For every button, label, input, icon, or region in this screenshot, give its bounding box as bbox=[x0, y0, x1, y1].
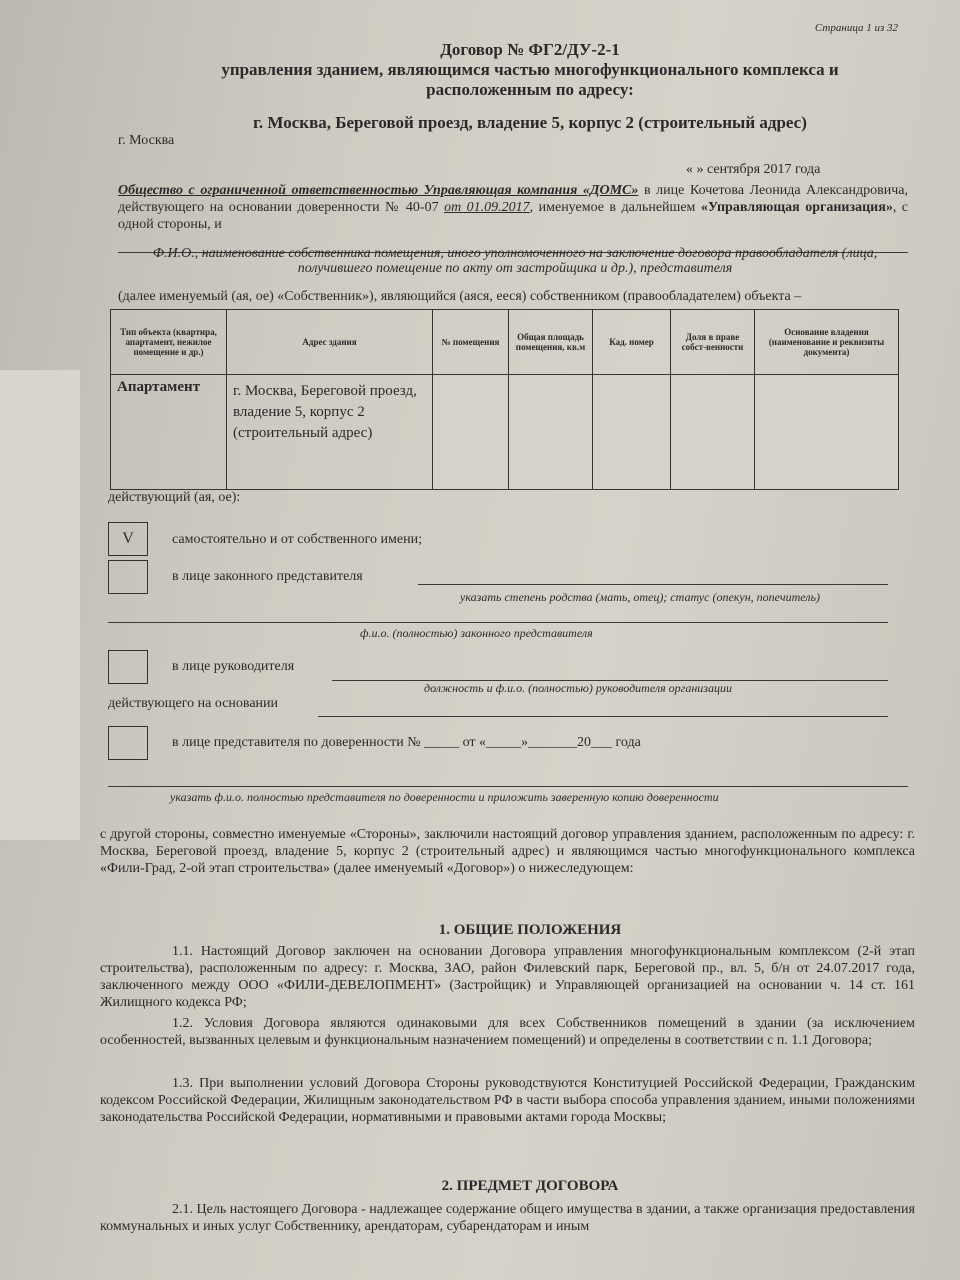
city: г. Москва bbox=[118, 133, 175, 148]
clause-1-3: 1.3. При выполнении условий Договора Стороны руководствуются Конституцией Российской Федерации, Гражданским кодексом Российской Федерации, Жилищным законодательством РФ в части выбора способа управления зданием, иными положениями законодательства Российской Федерации, нормативными и правовыми актами города Москвы; bbox=[100, 1076, 915, 1125]
table-header: Кад. номер bbox=[593, 310, 671, 375]
proxy-hint: указать ф.и.о. полностью представителя по доверенности и приложить заверенную копию доверенности bbox=[170, 790, 719, 804]
self-label: самостоятельно и от собственного имени; bbox=[172, 532, 422, 547]
basis-label: действующего на основании bbox=[108, 696, 279, 711]
section-1-title: 1. ОБЩИЕ ПОЛОЖЕНИЯ bbox=[438, 922, 622, 938]
head-checkbox[interactable] bbox=[108, 650, 148, 684]
redacted-cell bbox=[509, 375, 593, 490]
contract-date: « » сентября 2017 года bbox=[686, 162, 821, 177]
page-number: Страница 1 из 32 bbox=[814, 22, 898, 34]
preamble: с другой стороны, совместно именуемые «Стороны», заключили настоящий договор управления зданием, расположенным по адресу: г. Москва, Береговой проезд, владение 5, корпус 2 (строительный адрес) и являющимся частью многофункционального комплекса «Фили-Град, 2-ой этап строительства» (далее именуемый «Договор») о нижеследующем: bbox=[100, 827, 915, 876]
clause-2-1: 2.1. Цель настоящего Договора - надлежащее содержание общего имущества в здании, а также организация предоставления коммунальных и иных услуг Собственнику, арендаторам, субарендаторам и иным bbox=[100, 1202, 915, 1234]
clause-1-2: 1.2. Условия Договора являются одинаковыми для всех Собственников помещений в здании (за исключением особенностей, вызванных целевым и функциональным назначением помещений) и определены в соответствии с п. 1.1 Договора; bbox=[100, 1016, 915, 1048]
table-header: Основание владения (наименование и реквизиты документа) bbox=[755, 310, 899, 375]
company-name: Общество с ограниченной ответственностью Управляющая компания «ДОМС» bbox=[118, 183, 639, 198]
table-header: Адрес здания bbox=[227, 310, 433, 375]
object-address: г. Москва, Береговой проезд, владение 5, корпус 2 (строительный адрес) bbox=[227, 375, 433, 490]
legal-rep-name-hint: ф.и.о. (полностью) законного представителя bbox=[360, 626, 593, 640]
object-type: Апартамент bbox=[111, 375, 227, 490]
object-table bbox=[110, 309, 899, 490]
table-header: Общая площадь помещения, кв.м bbox=[509, 310, 593, 375]
table-header: Доля в праве собст-венности bbox=[671, 310, 755, 375]
proxy-label: в лице представителя по доверенности № _____ от «_____»_______20___ года bbox=[172, 735, 641, 750]
title-line-3: расположенным по адресу: bbox=[426, 80, 634, 99]
redacted-area bbox=[0, 370, 80, 840]
section-2-title: 2. ПРЕДМЕТ ДОГОВОРА bbox=[441, 1178, 619, 1194]
legal-rep-hint: указать степень родства (мать, отец); статус (опекун, попечитель) bbox=[460, 590, 820, 604]
role-manager: «Управляющая организация» bbox=[700, 200, 893, 215]
proxy-checkbox[interactable] bbox=[108, 726, 148, 760]
table-header: № помещения bbox=[433, 310, 509, 375]
party1-paragraph: Общество с ограниченной ответственностью Управляющая компания «ДОМС» в лице Кочетова Леонида Александровича, действующего на основании доверенности № 40-07 от 01.09.2017, именуемое в дальнейшем «Управляющая организация», с одной стороны, и bbox=[118, 183, 908, 232]
redacted-cell bbox=[671, 375, 755, 490]
title-address: г. Москва, Береговой проезд, владение 5, корпус 2 (строительный адрес) bbox=[253, 113, 807, 132]
proxy-name-line[interactable] bbox=[108, 786, 908, 787]
legal-rep-label: в лице законного представителя bbox=[172, 569, 363, 584]
self-checkbox[interactable]: V bbox=[108, 522, 148, 556]
legal-rep-name-line[interactable] bbox=[108, 622, 888, 623]
legal-rep-checkbox[interactable] bbox=[108, 560, 148, 594]
owner-intro: (далее именуемый (ая, ое) «Собственник»), являющийся (аяся, ееся) собственником (правообладателем) объекта – bbox=[118, 289, 802, 304]
basis-line[interactable] bbox=[318, 716, 888, 717]
table-row bbox=[111, 375, 899, 490]
clause-1-1: 1.1. Настоящий Договор заключен на основании Договора управления многофункциональным комплексом (2-й этап строительства), расположенным по адресу: г. Москва, ЗАО, район Филевский парк, Береговой пр., вл. 5, б/н от 24.07.2017 года, заключенного между ООО «ФИЛИ-ДЕВЕЛОПМЕНТ» (Застройщик) и Управляющей организацией на основании ч. 14 ст. 161 Жилищного кодекса РФ; bbox=[100, 944, 915, 1010]
contract-number: Договор № ФГ2/ДУ-2-1 bbox=[440, 40, 620, 59]
owner-hint: Ф.И.О., наименование собственника помещения, иного уполномоченного на заключение договора правообладателя (лица, получившего помещение по акту от застройщика и др.), представителя bbox=[152, 246, 878, 276]
redacted-cell bbox=[593, 375, 671, 490]
acting-label: действующий (ая, ое): bbox=[108, 490, 241, 505]
head-hint: должность и ф.и.о. (полностью) руководителя организации bbox=[424, 681, 732, 695]
redacted-cell bbox=[755, 375, 899, 490]
proxy-date: от 01.09.2017 bbox=[444, 200, 530, 215]
redacted-cell bbox=[433, 375, 509, 490]
title-line-2: управления зданием, являющимся частью многофункционального комплекса и bbox=[221, 60, 839, 79]
table-header: Тип объекта (квартира, апартамент, нежилое помещение и др.) bbox=[111, 310, 227, 375]
legal-rep-line[interactable] bbox=[418, 584, 888, 585]
head-label: в лице руководителя bbox=[172, 659, 295, 674]
